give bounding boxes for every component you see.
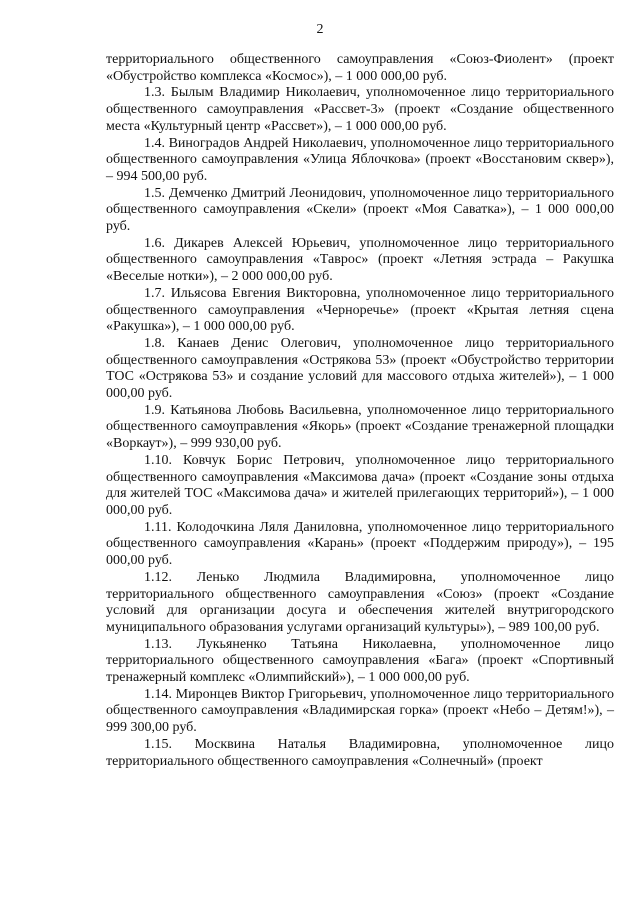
list-item: 1.4. Виноградов Андрей Николаевич, уполномоченное лицо территориального общественного самоуправления «Улица Яблочкова» (проект «Восстановим сквер»), – 994 500,00 руб. bbox=[106, 135, 614, 184]
list-item: 1.13. Лукьяненко Татьяна Николаевна, уполномоченное лицо территориального общественного самоуправления «Бага» (проект «Спортивный тренажерный комплекс «Олимпийский»), – 1 000 000,00 руб. bbox=[106, 636, 614, 686]
list-item: 1.7. Ильясова Евгения Викторовна, уполномоченное лицо территориального общественного самоуправления «Черноречье» (проект «Крытая летняя сцена «Ракушка»), – 1 000 000,00 руб. bbox=[106, 285, 614, 335]
continuation-paragraph: территориального общественного самоуправления «Союз-Фиолент» (проект «Обустройство комплекса «Космос»), – 1 000 000,00 руб. bbox=[106, 52, 614, 84]
list-item: 1.8. Канаев Денис Олегович, уполномоченное лицо территориального общественного самоуправления «Острякова 53» (проект «Обустройство территории ТОС «Острякова 53» и создание условий для массового отдыха жителей»), – 1 000 000,00 руб. bbox=[106, 335, 614, 402]
list-item: 1.14. Миронцев Виктор Григорьевич, уполномоченное лицо территориального общественного самоуправления «Владимирская горка» (проект «Небо – Детям!»), – 999 300,00 руб. bbox=[106, 686, 614, 736]
list-item: 1.15. Москвина Наталья Владимировна, уполномоченное лицо территориального общественного самоуправления «Солнечный» (проект bbox=[106, 736, 614, 769]
list-item: 1.5. Демченко Дмитрий Леонидович, уполномоченное лицо территориального общественного самоуправления «Скели» (проект «Моя Саватка»), – 1 000 000,00 руб. bbox=[106, 185, 614, 235]
list-item: 1.9. Катьянова Любовь Васильевна, уполномоченное лицо территориального общественного самоуправления «Якорь» (проект «Создание тренажерной площадки «Воркаут»), – 999 930,00 руб. bbox=[106, 402, 614, 452]
page-number: 2 bbox=[316, 22, 324, 37]
list-item: 1.10. Ковчук Борис Петрович, уполномоченное лицо территориального общественного самоуправления «Максимова дача» (проект «Создание зоны отдыха для жителей ТОС «Максимова дача» и жителей прилегающих территорий»), – 1 000 000,00 руб. bbox=[106, 452, 614, 518]
list-item: 1.12. Ленько Людмила Владимировна, уполномоченное лицо территориального общественного самоуправления «Союз» (проект «Создание условий для организации досуга и обеспечения жителей внутригородского муниципального образования услугами организаций культуры»), – 989 100,00 руб. bbox=[106, 569, 614, 635]
list-item: 1.6. Дикарев Алексей Юрьевич, уполномоченное лицо территориального общественного самоуправления «Таврос» (проект «Летняя эстрада – Ракушка «Веселые нотки»), – 2 000 000,00 руб. bbox=[106, 235, 614, 285]
list-item: 1.3. Былым Владимир Николаевич, уполномоченное лицо территориального общественного самоуправления «Рассвет-3» (проект «Создание общественного места «Культурный центр «Рассвет»), – 1 000 000,00 руб. bbox=[106, 85, 614, 134]
list-item: 1.11. Колодочкина Ляля Даниловна, уполномоченное лицо территориального общественного самоуправления «Карань» (проект «Поддержим природу»), – 195 000,00 руб. bbox=[106, 519, 614, 569]
document-body bbox=[106, 52, 614, 770]
